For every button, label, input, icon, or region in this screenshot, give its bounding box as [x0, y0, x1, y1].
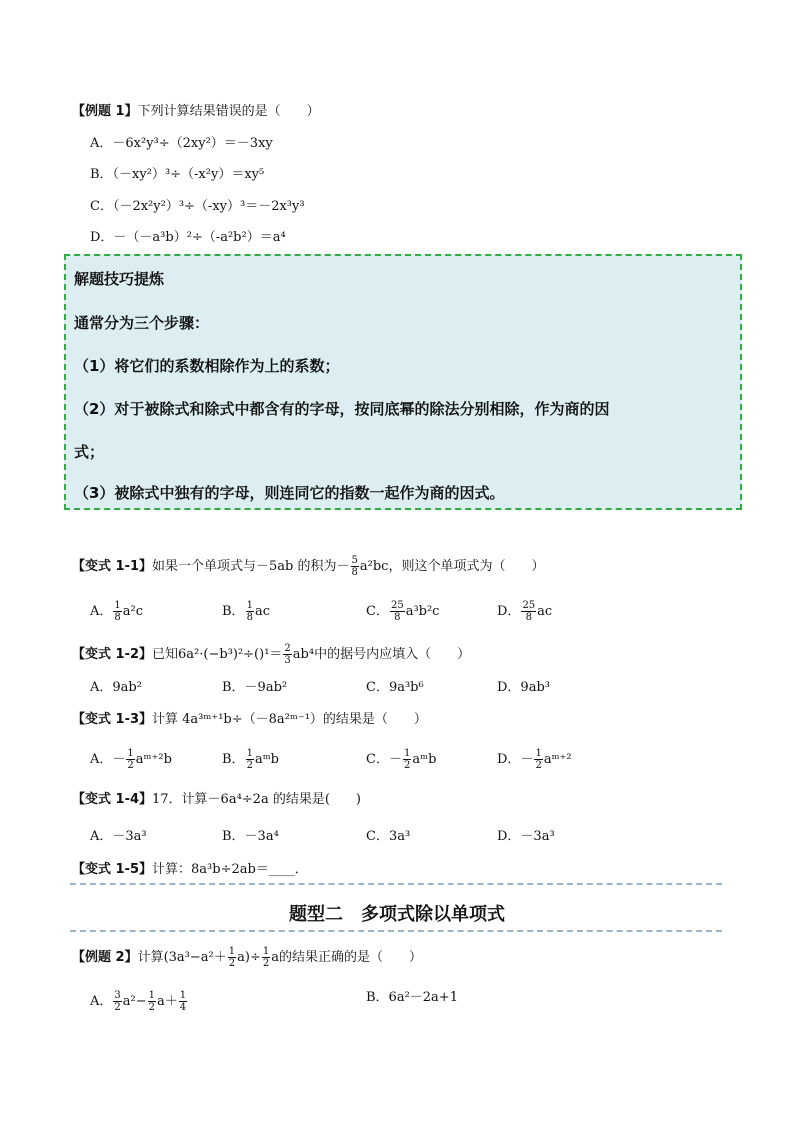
fraction-denominator: 3: [284, 655, 291, 666]
fraction-numerator: 1: [246, 748, 253, 759]
option-part-c: a＋: [157, 994, 178, 1009]
fraction-numerator: 2: [284, 643, 291, 654]
section-divider-bottom: [70, 930, 722, 932]
variant-1-2-option-c: C．9a³b⁶: [366, 680, 424, 695]
fraction-denominator: 2: [114, 1002, 121, 1013]
fraction-denominator: 8: [525, 612, 532, 623]
option-tail: a²c: [122, 604, 144, 619]
example-2-fraction-1: [228, 946, 236, 969]
variant-1-1-text-b: a²bc，则这个单项式为（ ）: [359, 559, 545, 574]
variant-1-3-option-b: [222, 748, 279, 771]
variant-1-4-question: [72, 792, 361, 808]
fraction-denominator: 8: [394, 612, 401, 623]
variant-1-3-option-c: [366, 748, 436, 771]
example-2-fraction-2: [262, 946, 270, 969]
fraction-denominator: 2: [262, 958, 270, 969]
section-divider-top: [70, 883, 722, 885]
option-fraction: [403, 748, 411, 771]
example-2-text-c: a的结果正确的是（ ）: [271, 950, 422, 965]
tips-intro: 通常分为三个步骤：: [74, 314, 210, 332]
tips-step-2a: （2）对于被除式和除式中都含有的字母，按同底幂的除法分别相除，作为商的因: [74, 400, 610, 418]
example-1-option-c: C．（－2x²y²）³÷（-xy）³＝－2x³y³: [90, 199, 305, 214]
variant-1-4-option-b: B．－3a⁴: [222, 829, 279, 844]
variant-1-2-fraction: [283, 643, 291, 666]
variant-1-2-option-b: B．－9ab²: [222, 680, 288, 695]
fraction-denominator: 8: [246, 612, 253, 623]
option-letter: B．: [222, 752, 245, 767]
fraction-numerator: 1: [403, 748, 411, 759]
variant-1-2-option-d: D．9ab³: [497, 680, 550, 695]
option-letter: D．: [497, 604, 521, 619]
section-title: 题型二 多项式除以单项式: [289, 904, 505, 925]
fraction-numerator: 1: [179, 990, 187, 1001]
option-tail: a³b²c: [405, 604, 440, 619]
variant-1-4-option-c: C．3a³: [366, 829, 411, 844]
option-letter: D．: [497, 752, 521, 767]
variant-1-4-option-d: D．－3a³: [497, 829, 555, 844]
tips-title: 解题技巧提炼: [74, 270, 165, 288]
example-1-option-a: A．－6x²y³÷（2xy²）＝－3xy: [90, 136, 273, 151]
example-2-text-b: a)÷: [237, 950, 261, 965]
fraction-numerator: 25: [522, 600, 536, 611]
option-fraction-2: [148, 990, 156, 1013]
variant-1-3-option-a: [90, 748, 172, 771]
example-2-option-a: [90, 990, 188, 1013]
fraction-denominator: 2: [535, 760, 542, 771]
fraction-denominator: 2: [403, 760, 411, 771]
fraction-numerator: 1: [148, 990, 155, 1001]
option-fraction-1: [113, 990, 121, 1013]
option-sign: －: [388, 752, 402, 767]
variant-1-2-text-a: 已知6a²·(−b³)²÷()¹＝: [152, 647, 283, 662]
fraction-denominator: 2: [127, 760, 134, 771]
variant-1-3-option-d: [497, 748, 572, 771]
fraction-numerator: 3: [114, 990, 121, 1001]
fraction-numerator: 1: [127, 748, 134, 759]
variant-1-1-fraction: [351, 555, 359, 578]
option-letter: C．: [366, 604, 389, 619]
fraction-denominator: 8: [351, 567, 358, 578]
variant-1-3-label: 【变式 1-3】: [72, 712, 153, 727]
example-2-text-a: 计算(3a³−a²＋: [137, 950, 227, 965]
option-fraction: [390, 600, 405, 623]
option-sign: －: [112, 752, 126, 767]
option-tail: ac: [254, 604, 270, 619]
variant-1-1-question: [72, 555, 544, 578]
option-fraction: [246, 748, 254, 771]
tips-box: [64, 254, 742, 510]
option-letter: A．: [90, 604, 113, 619]
example-2-label: 【例题 2】: [72, 950, 138, 965]
fraction-numerator: 1: [246, 600, 253, 611]
fraction-denominator: 2: [148, 1002, 155, 1013]
option-tail: ac: [537, 604, 553, 619]
example-1-text: 下列计算结果错误的是（ ）: [137, 104, 320, 119]
variant-1-2-text-b: ab⁴中的据号内应填入（ ）: [292, 647, 471, 662]
option-fraction: [113, 600, 121, 623]
option-tail: aᵐb: [254, 752, 279, 767]
fraction-denominator: 2: [246, 760, 253, 771]
fraction-numerator: 5: [351, 555, 358, 566]
variant-1-1-option-d: [497, 600, 552, 623]
variant-1-5-label: 【变式 1-5】: [72, 862, 153, 877]
fraction-numerator: 1: [228, 946, 236, 957]
variant-1-4-option-a: A．－3a³: [90, 829, 147, 844]
example-1-label: 【例题 1】: [72, 104, 138, 119]
option-tail: aᵐ⁺²b: [135, 752, 172, 767]
variant-1-2-question: [72, 643, 470, 666]
variant-1-5-text: 计算：8a³b÷2ab＝____．: [152, 862, 308, 877]
variant-1-1-label: 【变式 1-1】: [72, 559, 153, 574]
option-fraction: [246, 600, 254, 623]
variant-1-1-option-c: [366, 600, 439, 623]
example-1-question: [72, 104, 320, 120]
option-part-b: a²−: [122, 994, 147, 1009]
option-letter: C．: [366, 752, 389, 767]
variant-1-4-label: 【变式 1-4】: [72, 792, 153, 807]
option-letter: A．: [90, 994, 113, 1009]
tips-step-1: （1）将它们的系数相除作为上的系数；: [74, 357, 340, 375]
variant-1-2-option-a: A．9ab²: [90, 680, 142, 695]
option-fraction: [534, 748, 542, 771]
variant-1-1-option-a: [90, 600, 143, 623]
fraction-numerator: 1: [262, 946, 270, 957]
fraction-denominator: 2: [228, 958, 236, 969]
variant-1-5-question: [72, 862, 308, 878]
example-1-option-b: B．（－xy²）³÷（-x²y）＝xy⁵: [90, 167, 265, 182]
example-2-option-b: B．6a²－2a+1: [366, 990, 458, 1005]
example-2-question: [72, 946, 422, 969]
option-letter: B．: [222, 604, 245, 619]
option-fraction: [521, 600, 536, 623]
fraction-numerator: 25: [390, 600, 404, 611]
variant-1-4-text: 17．计算－6a⁴÷2a 的结果是( ): [152, 792, 361, 807]
variant-1-3-question: [72, 712, 427, 728]
fraction-numerator: 1: [535, 748, 542, 759]
option-letter: A．: [90, 752, 113, 767]
variant-1-3-text: 计算 4a³ᵐ⁺¹b÷（－8a²ᵐ⁻¹）的结果是（ ）: [152, 712, 427, 727]
tips-step-3: （3）被除式中独有的字母，则连同它的指数一起作为商的因式。: [74, 484, 505, 502]
example-1-option-d: D．－（－a³b）²÷（-a²b²）＝a⁴: [90, 230, 286, 245]
variant-1-1-text-a: 如果一个单项式与－5ab 的积为－: [152, 559, 350, 574]
option-fraction-3: [179, 990, 187, 1013]
option-tail: aᵐb: [412, 752, 437, 767]
tips-step-2b: 式；: [74, 443, 105, 461]
fraction-numerator: 1: [114, 600, 121, 611]
fraction-denominator: 4: [179, 1002, 187, 1013]
option-fraction: [126, 748, 134, 771]
variant-1-1-option-b: [222, 600, 270, 623]
fraction-denominator: 8: [114, 612, 121, 623]
option-sign: －: [520, 752, 534, 767]
variant-1-2-label: 【变式 1-2】: [72, 647, 153, 662]
option-tail: aᵐ⁺²: [543, 752, 572, 767]
